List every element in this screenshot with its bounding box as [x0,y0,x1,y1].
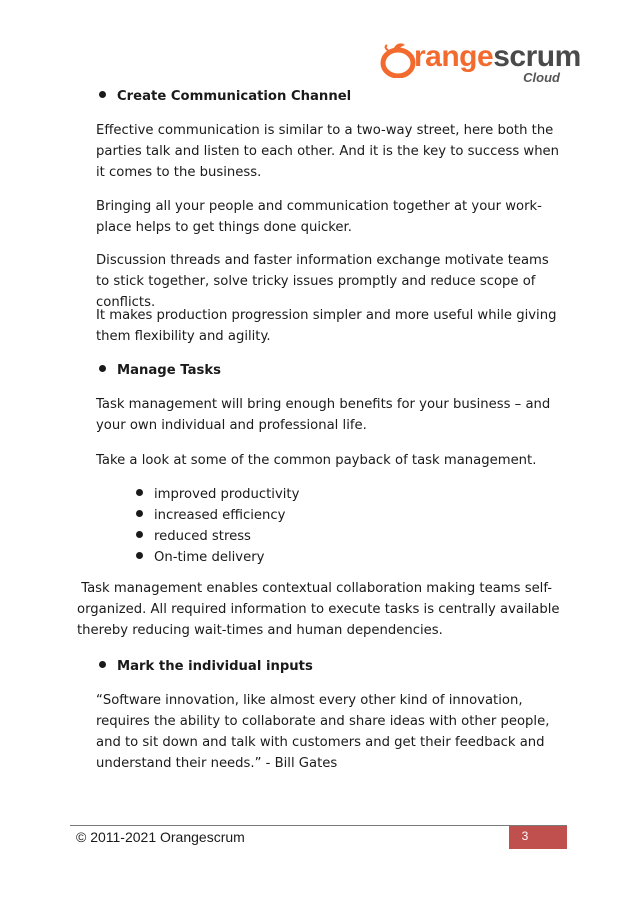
heading-text: Create Communication Channel [117,89,352,104]
list-item: increased efficiency [136,505,285,526]
logo-subtitle: Cloud [523,70,560,85]
heading-text: Mark the individual inputs [117,659,313,674]
paragraph: Task management enables contextual collaboration making teams self-organized. All required information to execute tasks is centrally available thereby reducing wait-times and human dependencies. [77,581,564,638]
footer-divider [70,825,567,826]
paragraph: It makes production progression simpler and more useful while giving them flexibility and agility. [96,308,557,344]
list-item: On-time delivery [136,547,264,568]
paragraph: Bringing all your people and communication together at your work-place helps to get things done quicker. [96,199,542,235]
page-number-box [509,826,567,849]
paragraph: Discussion threads and faster information exchange motivate teams to stick together, solve tricky issues promptly and reduce scope of conflicts. [96,253,549,310]
logo-wordmark [414,40,581,74]
bullet-icon [136,552,143,559]
section-heading [99,86,351,107]
section-heading [99,360,221,381]
bullet-icon [99,661,106,668]
quote-paragraph: “Software innovation, like almost every other kind of innovation, requires the ability to collaborate and share ideas with other people, and to sit down and talk with customers and get their feedback and understand their needs.” - Bill Gates [96,693,550,771]
paragraph: Take a look at some of the common payback of task management. [96,453,537,468]
logo-word-orange: range [414,40,494,73]
bullet-icon [136,531,143,538]
logo-word-gray: scrum [493,40,581,73]
footer-copyright: © 2011-2021 Orangescrum [76,829,245,845]
list-item: improved productivity [136,484,299,505]
heading-text: Manage Tasks [117,363,221,378]
paragraph: Effective communication is similar to a two-way street, here both the parties talk and listen to each other. And it is the key to success when it comes to the business. [96,123,560,180]
bullet-icon [136,510,143,517]
orange-logo-icon [378,42,418,78]
section-heading [99,656,313,677]
orangescrum-logo [378,36,581,88]
page-number: 3 [521,829,529,843]
paragraph: Task management will bring enough benefits for your business – and your own individual and professional life. [96,397,551,433]
bullet-icon [99,365,106,372]
bullet-icon [99,91,106,98]
list-item: reduced stress [136,526,251,547]
bullet-icon [136,489,143,496]
